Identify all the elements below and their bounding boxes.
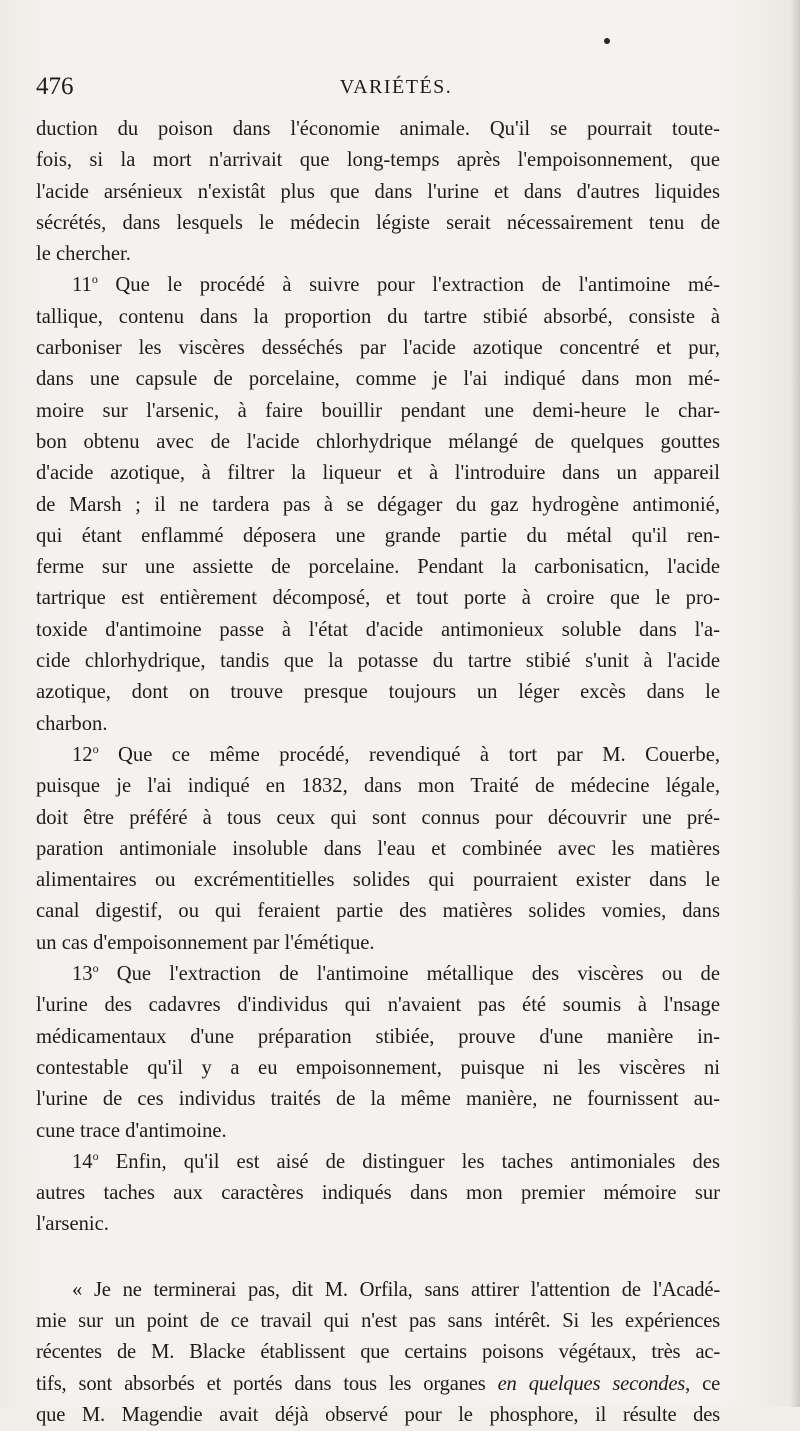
text-line: tallique, contenu dans la proportion du tartre stibié absorbé, consiste à	[36, 305, 720, 328]
text-line: autres taches aux caractères indiqués dans mon premier mémoire sur	[36, 1182, 720, 1205]
italic-phrase: en quelques secondes	[497, 1372, 686, 1395]
page-header	[36, 70, 756, 104]
item-number: 13	[72, 963, 93, 986]
item-12-first-line: 12$^o$ Que ce même procédé, revendiqué à tort par M. Couerbe,	[72, 742, 720, 766]
text-line: l'arsenic.	[36, 1213, 109, 1236]
text-line: qui étant enflammé déposera une grande partie du métal qu'il ren-	[36, 524, 720, 547]
item-11-first-line: 11$^o$ Que le procédé à suivre pour l'extraction de l'antimoine mé-	[72, 272, 720, 297]
text-line: duction du poison dans l'économie animale. Qu'il se pourrait toute-	[36, 118, 720, 140]
text-line: moire sur l'arsenic, à faire bouillir pendant une demi-heure le char-	[36, 399, 720, 422]
text-line: contestable qu'il y a eu empoisonnement, puisque ni les viscères ni	[36, 1056, 720, 1079]
item-13-first-line: 13$^o$ Que l'extraction de l'antimoine métallique des viscères ou de	[72, 961, 720, 986]
text-line: puisque je l'ai indiqué en 1832, dans mon Traité de médecine légale,	[36, 775, 720, 798]
degree-mark: o	[91, 272, 98, 287]
text-line: doit être préféré à tous ceux qui sont connus pour découvrir une pré-	[36, 806, 720, 829]
text-line: d'acide azotique, à filtrer la liqueur et à l'introduire dans un appareil	[36, 462, 720, 485]
text-line: carboniser les viscères desséchés par l'acide azotique concentré et pur,	[36, 337, 720, 360]
text-line: alimentaires ou excrémentitielles solides qui pourraient exister dans le	[36, 869, 720, 892]
text-line: l'urine de ces individus traités de la même manière, ne fournissent au-	[36, 1088, 720, 1111]
quote-line: récentes de M. Blacke établissent que certains poisons végétaux, très ac-	[36, 1341, 720, 1364]
quote-line: tifs, sont absorbés et portés dans tous les organes en quelques secondes, ce	[36, 1372, 721, 1395]
page-number: 476	[36, 73, 74, 100]
text-line: l'acide arsénieux n'existât plus que dans l'urine et dans d'autres liquides	[36, 180, 720, 203]
text-line: azotique, dont on trouve presque toujours un léger excès dans le	[36, 681, 720, 704]
degree-mark: o	[92, 1148, 99, 1163]
text-line: sécrétés, dans lesquels le médecin légiste serait nécessairement tenu de	[36, 211, 720, 234]
degree-mark: o	[92, 742, 99, 757]
quote-line: mie sur un point de ce travail qui n'est pas sans intérêt. Si les expériences	[36, 1309, 720, 1332]
text-line: l'urine des cadavres d'individus qui n'avaient pas été soumis à l'nsage	[36, 994, 720, 1017]
text-line: charbon.	[36, 712, 108, 735]
degree-mark: o	[92, 961, 99, 976]
text-line: cune trace d'antimoine.	[36, 1119, 227, 1142]
item-number: 12	[72, 743, 93, 766]
text-line: fois, si la mort n'arrivait que long-temps après l'empoisonnement, que	[36, 149, 720, 172]
quote-line: que M. Magendie avait déjà observé pour le phosphore, il résulte des	[36, 1403, 720, 1426]
section-gap	[36, 1241, 720, 1275]
text-line: médicamentaux d'une préparation stibiée, prouve d'une manière in-	[36, 1025, 720, 1048]
text-line: ferme sur une assiette de porcelaine. Pendant la carbonisaticn, l'acide	[36, 556, 720, 579]
text-line: bon obtenu avec de l'acide chlorhydrique mélangé de quelques gouttes	[36, 430, 720, 453]
text-line: cide chlorhydrique, tandis que la potasse du tartre stibié s'unit à l'acide	[36, 650, 720, 673]
running-head: VARIÉTÉS.	[339, 76, 453, 98]
ink-speck	[604, 38, 610, 44]
text-line: toxide d'antimoine passe à l'état d'acide antimonieux soluble dans l'a-	[36, 618, 720, 641]
text-line: tartrique est entièrement décomposé, et tout porte à croire que le pro-	[36, 587, 720, 610]
body-text	[36, 114, 720, 1431]
item-number: 14	[72, 1150, 93, 1173]
text-line: de Marsh ; il ne tardera pas à se dégager du gaz hydrogène antimonié,	[36, 493, 720, 516]
text-line: dans une capsule de porcelaine, comme je l'ai indiqué dans mon mé-	[36, 368, 720, 391]
page-edge-shadow	[790, 0, 800, 1407]
text-line: canal digestif, ou qui feraient partie des matières solides vomies, dans	[36, 900, 720, 923]
item-number: 11	[72, 274, 92, 297]
text-line: un cas d'empoisonnement par l'émétique.	[36, 931, 375, 954]
item-14-first-line: 14$^o$ Enfin, qu'il est aisé de distinguer les taches antimoniales des	[72, 1148, 720, 1173]
quote-line: « Je ne terminerai pas, dit M. Orfila, sans attirer l'attention de l'Acadé-	[72, 1278, 720, 1301]
text-line: paration antimoniale insoluble dans l'eau et combinée avec les matières	[36, 837, 720, 860]
text-line: le chercher.	[36, 243, 131, 266]
